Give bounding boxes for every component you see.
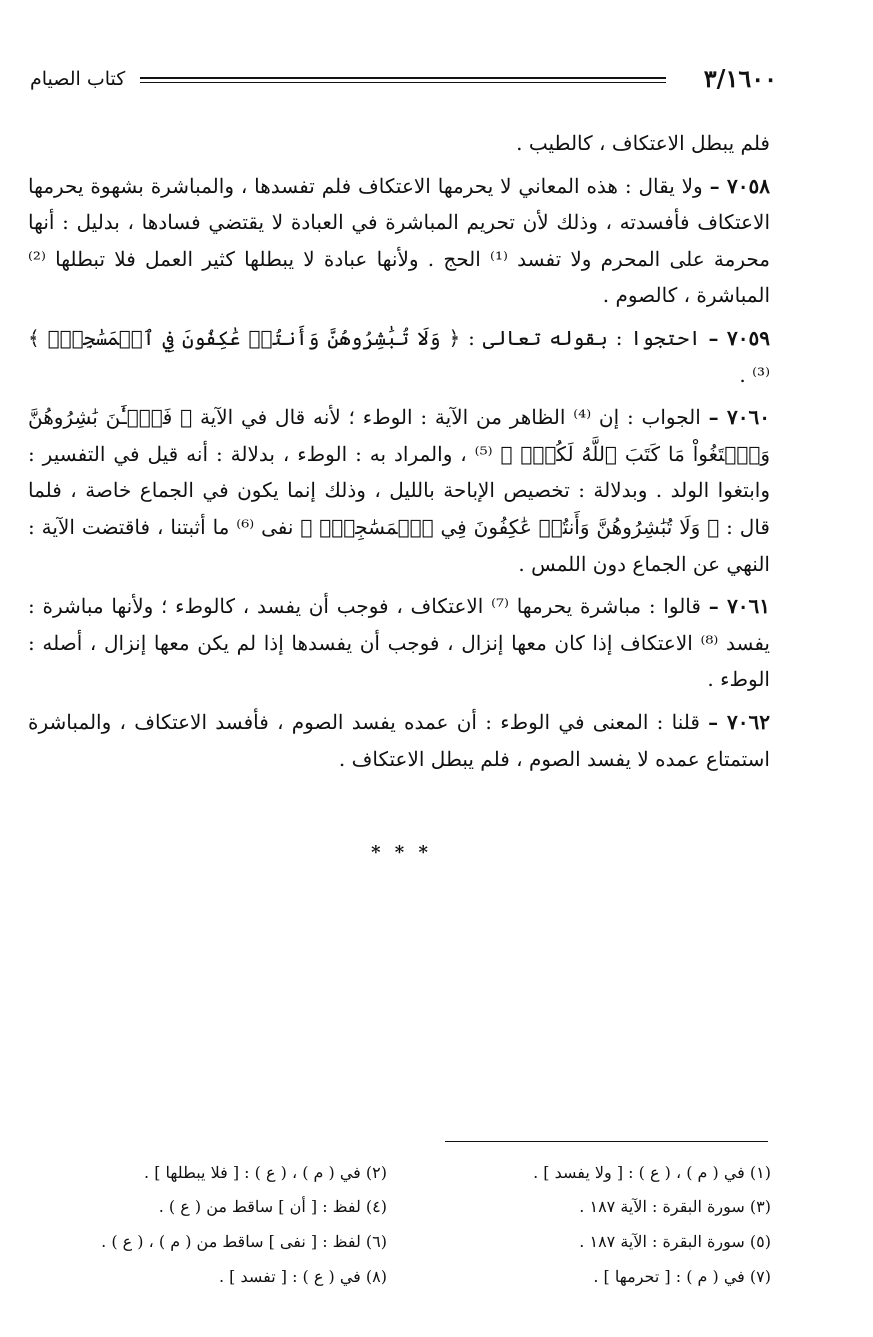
paragraph-text: الجواب : إن ⁽⁴⁾ الظاهر من الآية : الوطء ؛ لأنه قال في الآية ﴿ فَٱلۡـَٰٔنَ بَٰشِرُوهُنَّ وَٱبۡتَغُواْ مَا كَتَبَ ٱللَّهُ لَكُمۡۚ ﴾ ⁽⁵⁾ ، والمراد به : الوطء ، بدلالة : أنه قيل في التفسير : وابتغوا الولد . وبدلالة : تخصيص الإباحة بالليل ، وذلك إنما يكون في الجماع خاصة ، فلما قال : ﴿ وَلَا تُبَٰشِرُوهُنَّ وَأَنتُمۡ عَٰكِفُونَ فِي ٱلۡمَسَٰجِدِۗ ﴾ نفى ⁽⁶⁾ ما أثبتنا ، فاقتضت الآية : النهي عن الجماع دون اللمس . — [28, 405, 770, 576]
paragraph-text: قالوا : مباشرة يحرمها ⁽⁷⁾ الاعتكاف ، فوجب أن يفسد ، كالوطء ؛ ولأنها مباشرة : يفسد ⁽⁸⁾ الاعتكاف إذا كان معها إنزال ، فوجب أن يفسدها إذا لم يكن معها إنزال ، أصله : الوطء . — [28, 594, 770, 692]
footnote-5: (٥) سورة البقرة : الآية ١٨٧ . — [579, 1232, 771, 1251]
paragraph — [28, 704, 770, 777]
running-title: كتاب الصيام — [30, 68, 126, 90]
footnote-4: (٤) لفظ : [ أن ] ساقط من ( ع ) . — [158, 1197, 387, 1216]
page-number: ٣/١٦٠٠ — [703, 64, 777, 93]
paragraph — [28, 588, 770, 698]
paragraph-text: فلم يبطل الاعتكاف ، كالطيب . — [516, 131, 770, 155]
footnote-7: (٧) في ( م ) : [ تحرمها ] . — [593, 1267, 771, 1286]
footnote-3: (٣) سورة البقرة : الآية ١٨٧ . — [579, 1197, 771, 1216]
paragraph-text: قلنا : المعنى في الوطء : أن عمده يفسد الصوم ، فأفسد الاعتكاف ، والمباشرة استمتاع عمده لا يفسد الصوم ، فلم يبطل الاعتكاف . — [28, 709, 770, 771]
paragraph-text: احتجوا : بقوله تعالى : ﴿ وَلَا تُبَٰشِرُوهُنَّ وَأَنتُمۡ عَٰكِفُونَ فِي ٱلۡمَسَٰجِدِۗ ﴾ ⁽³⁾ . — [28, 325, 770, 387]
paragraph — [28, 125, 770, 162]
paragraph-number: ٧٠٦١ – — [708, 594, 771, 619]
header-rule — [140, 77, 666, 79]
paragraph — [28, 399, 770, 582]
footnote-rule — [445, 1141, 768, 1142]
paragraph-number: ٧٠٦٠ – — [708, 405, 770, 430]
footnote-1: (١) في ( م ) ، ( ع ) : [ ولا يفسد ] . — [533, 1163, 771, 1182]
paragraph-number: ٧٠٥٩ – — [708, 325, 770, 350]
section-separator: * * * — [371, 842, 432, 863]
paragraph — [28, 168, 770, 314]
footnote-8: (٨) في ( ع ) : [ تفسد ] . — [218, 1267, 387, 1286]
paragraph-number: ٧٠٦٢ – — [708, 709, 770, 734]
body-text — [28, 125, 770, 783]
paragraph-text: ولا يقال : هذه المعاني لا يحرمها الاعتكاف فلم تفسدها ، والمباشرة بشهوة يحرمها الاعتكاف فأفسدته ، وذلك لأن تحريم المباشرة في العبادة لا يقتضي فسادها ، بدليل : أنها محرمة على المحرم ولا تفسد ⁽¹⁾ الحج . ولأنها عبادة لا يبطلها كثير العمل فلا تبطلها ⁽²⁾ المباشرة ، كالصوم . — [28, 173, 770, 308]
paragraph — [28, 320, 770, 393]
paragraph-number: ٧٠٥٨ – — [709, 173, 771, 198]
header-rule-thin — [140, 82, 666, 83]
footnote-6: (٦) لفظ : [ نفى ] ساقط من ( م ) ، ( ع ) . — [101, 1232, 387, 1251]
footnote-2: (٢) في ( م ) ، ( ع ) : [ فلا يبطلها ] . — [144, 1163, 387, 1182]
